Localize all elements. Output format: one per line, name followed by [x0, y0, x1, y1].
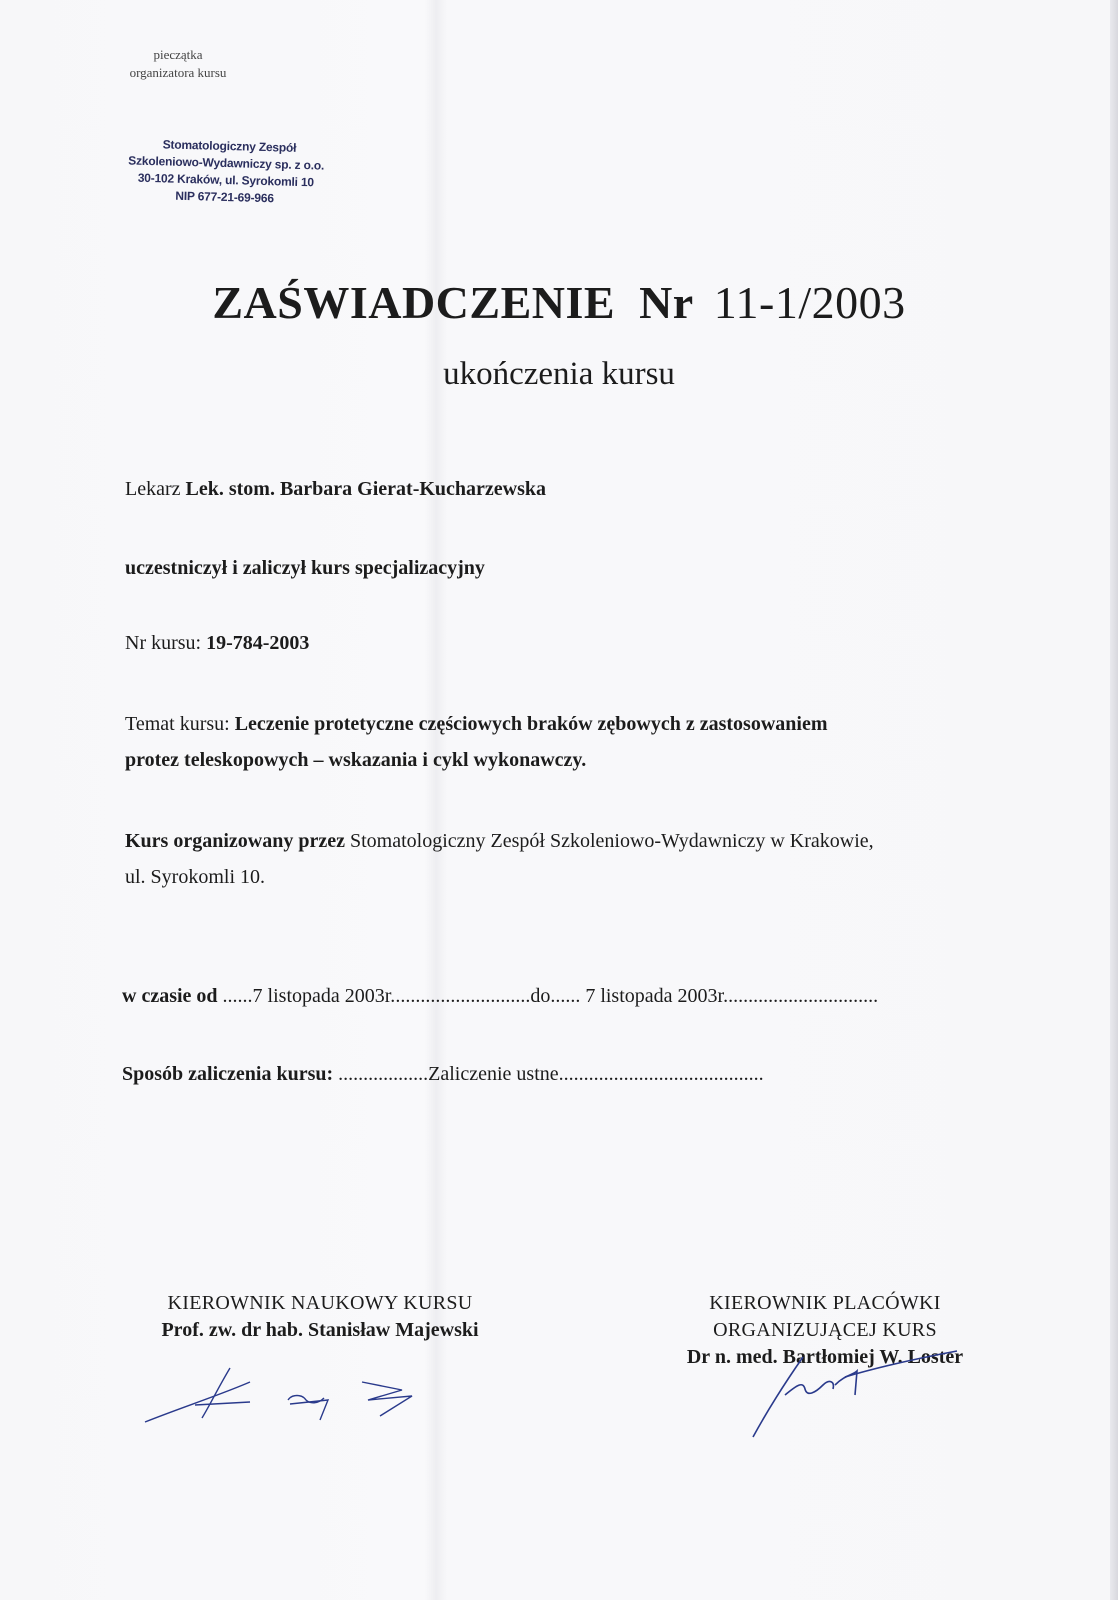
participation-line: uczestniczył i zaliczył kurs specjalizacyjny	[125, 557, 485, 579]
period-dots-d: ..............................	[728, 985, 879, 1007]
topic-text-1: Leczenie protetyczne częściowych braków zębowych z zastosowaniem	[234, 713, 828, 735]
right-handwritten-signature	[745, 1345, 965, 1440]
title-nr-value: 11-1/2003	[713, 277, 906, 328]
period-line	[122, 985, 878, 1008]
assessment-dots-b: .........................................	[558, 1063, 764, 1085]
stamp-caption	[118, 46, 238, 82]
period-dots-c: ......	[550, 985, 581, 1007]
period-dots-b: ...........................	[395, 985, 531, 1007]
right-signatory-title-2: ORGANIZUJĄCEJ KURS	[713, 1319, 937, 1341]
organizer-line-1	[125, 830, 874, 853]
course-number-value: 19-784-2003	[206, 632, 310, 654]
organizer-line-2: ul. Syrokomli 10.	[125, 866, 266, 888]
stamp-caption-line-2: organizatora kursu	[129, 65, 227, 80]
recipient-name: Lek. stom. Barbara Gierat-Kucharzewska	[185, 478, 547, 500]
assessment-label: Sposób zaliczenia kursu:	[122, 1063, 334, 1085]
recipient-line	[125, 478, 546, 501]
period-to: 7 listopada 2003r.	[585, 985, 729, 1007]
stamp-caption-line-1: pieczątka	[153, 47, 203, 62]
stamp-line-4: NIP 677-21-69-966	[175, 188, 274, 206]
stamp-line-2: Szkoleniowo-Wydawniczy sp. z o.o.	[128, 153, 325, 173]
stamp-line-1: Stomatologiczny Zespół	[162, 137, 297, 155]
left-handwritten-signature	[140, 1360, 430, 1430]
stamp-line-3: 30-102 Kraków, ul. Syrokomli 10	[137, 170, 315, 190]
left-signatory-name: Prof. zw. dr hab. Stanisław Majewski	[161, 1319, 479, 1341]
topic-label: Temat kursu:	[125, 713, 230, 735]
organizer-text-1: Stomatologiczny Zespół Szkoleniowo-Wydawniczy w Krakowie,	[349, 830, 874, 852]
title-nr-label: Nr	[639, 277, 694, 328]
organizer-label: Kurs organizowany przez	[125, 830, 345, 852]
topic-line-1	[125, 713, 828, 736]
right-signatory-title-1: KIEROWNIK PLACÓWKI	[709, 1292, 941, 1314]
topic-line-2: protez teleskopowych – wskazania i cykl wykonawczy.	[125, 749, 587, 771]
assessment-line	[122, 1063, 764, 1086]
page-edge	[1110, 0, 1118, 1600]
assessment-dots-a: ..................	[338, 1063, 429, 1085]
certificate-title	[0, 276, 1118, 329]
period-to-label: do	[530, 985, 551, 1007]
title-word: ZAŚWIADCZENIE	[212, 277, 616, 328]
recipient-label: Lekarz	[125, 478, 181, 500]
period-dots-a: ......	[222, 985, 253, 1007]
right-signatory-name: Dr n. med. Bartłomiej W. Loster	[686, 1346, 964, 1368]
signature-block-scientific-head	[130, 1290, 510, 1344]
certificate-subtitle: ukończenia kursu	[443, 356, 675, 392]
organizer-stamp	[119, 135, 331, 208]
period-label: w czasie od	[122, 985, 218, 1007]
assessment-value: Zaliczenie ustne	[428, 1063, 559, 1085]
period-from: 7 listopada 2003r.	[252, 985, 396, 1007]
course-number-label: Nr kursu:	[125, 632, 202, 654]
course-number-line	[125, 632, 309, 655]
left-signatory-title: KIEROWNIK NAUKOWY KURSU	[167, 1292, 473, 1314]
